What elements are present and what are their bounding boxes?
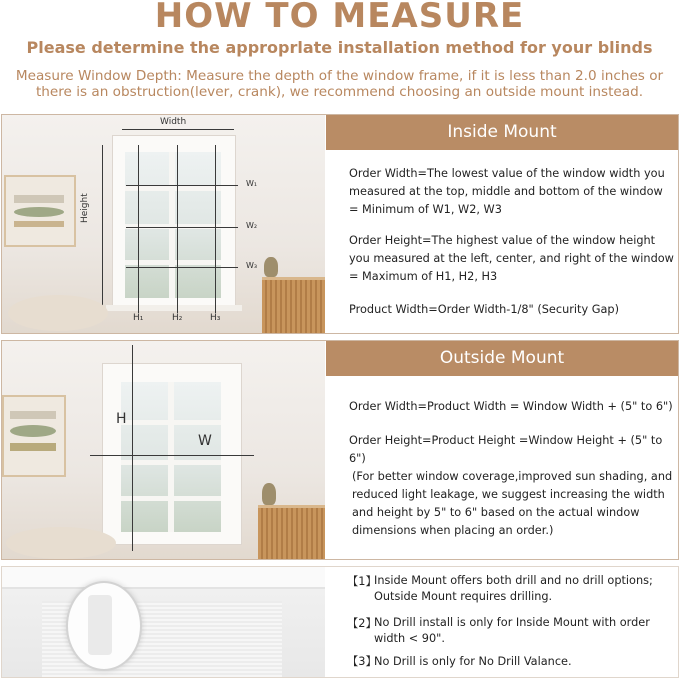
w2-line: [126, 227, 238, 228]
note-2-text: No Drill install is only for Inside Mount with order width < 90".: [374, 616, 650, 645]
cabinet: [262, 277, 325, 333]
note-1-num: 【1】: [347, 575, 377, 588]
h2-line: [177, 145, 178, 313]
depth-note: Measure Window Depth: Measure the depth of the window frame, if it is less than 2.0 inches or there is an obstruction(lever, crank), we recommend choosing an outside mount instead.: [15, 68, 664, 100]
h2-label: H₂: [172, 313, 183, 323]
window-sill: [106, 305, 242, 311]
w3-label: W₃: [246, 261, 258, 270]
window-frame: [102, 363, 242, 545]
w3-line: [126, 267, 238, 268]
note-2-num: 【2】: [347, 617, 377, 630]
outside-order-height: Order Height=Product Height =Window Height + (5" to 6"): [349, 434, 663, 465]
h-label: H: [116, 411, 127, 427]
pillow: [8, 295, 108, 331]
width-line: [122, 129, 234, 130]
pillow: [6, 527, 116, 559]
page-title: HOW TO MEASURE: [154, 0, 525, 36]
note-3-text: No Drill is only for No Drill Valance.: [374, 655, 572, 668]
wall-art: [2, 395, 66, 477]
cabinet: [258, 505, 325, 559]
inside-mount-photo: [2, 115, 325, 333]
blind-closeup-photo: [2, 567, 325, 677]
outside-order-width: Order Width=Product Width = Window Width + (5" to 6"): [349, 400, 673, 413]
vase: [264, 257, 278, 277]
outside-mount-header: Outside Mount: [326, 341, 678, 376]
w-line: [90, 455, 254, 456]
note-3-num: 【3】: [347, 655, 377, 668]
outside-mount-photo: [2, 341, 325, 559]
height-label: Height: [80, 193, 90, 223]
outside-mount-panel: [1, 340, 679, 560]
h-line: [132, 345, 133, 551]
inside-order-height: Order Height=The highest value of the window height you measured at the left, center, and right of the window = Maximum of H1, H2, H3: [349, 234, 674, 283]
outside-coverage-note: (For better window coverage,improved sun shading, and reduced light leakage, we suggest increasing the width and height by 5" to 6" based on the actual window dimensions when placing an order.): [352, 470, 673, 537]
notes-panel: [1, 566, 679, 678]
w1-label: W₁: [246, 179, 258, 188]
width-label: Width: [160, 117, 187, 127]
inside-product-width: Product Width=Order Width-1/8" (Security Gap): [349, 303, 619, 316]
h1-line: [138, 145, 139, 313]
note-1-text: Inside Mount offers both drill and no drill options; Outside Mount requires drilling.: [374, 574, 653, 603]
h1-label: H₁: [133, 313, 144, 323]
vase: [262, 483, 276, 505]
w2-label: W₂: [246, 221, 258, 230]
inside-mount-panel: [1, 114, 679, 334]
wall-art: [4, 175, 76, 247]
inside-mount-header: Inside Mount: [326, 115, 678, 150]
height-line: [102, 145, 103, 315]
h3-label: H₃: [210, 313, 221, 323]
h3-line: [215, 145, 216, 313]
window-frame: [112, 135, 236, 307]
w-label: W: [198, 433, 212, 449]
w1-line: [126, 185, 238, 186]
page-subtitle: Please determine the approprlate installation method for your blinds: [26, 38, 653, 57]
inside-order-width: Order Width=The lowest value of the window width you measured at the top, middle and bottom of the window = Minimum of W1, W2, W3: [349, 167, 665, 216]
